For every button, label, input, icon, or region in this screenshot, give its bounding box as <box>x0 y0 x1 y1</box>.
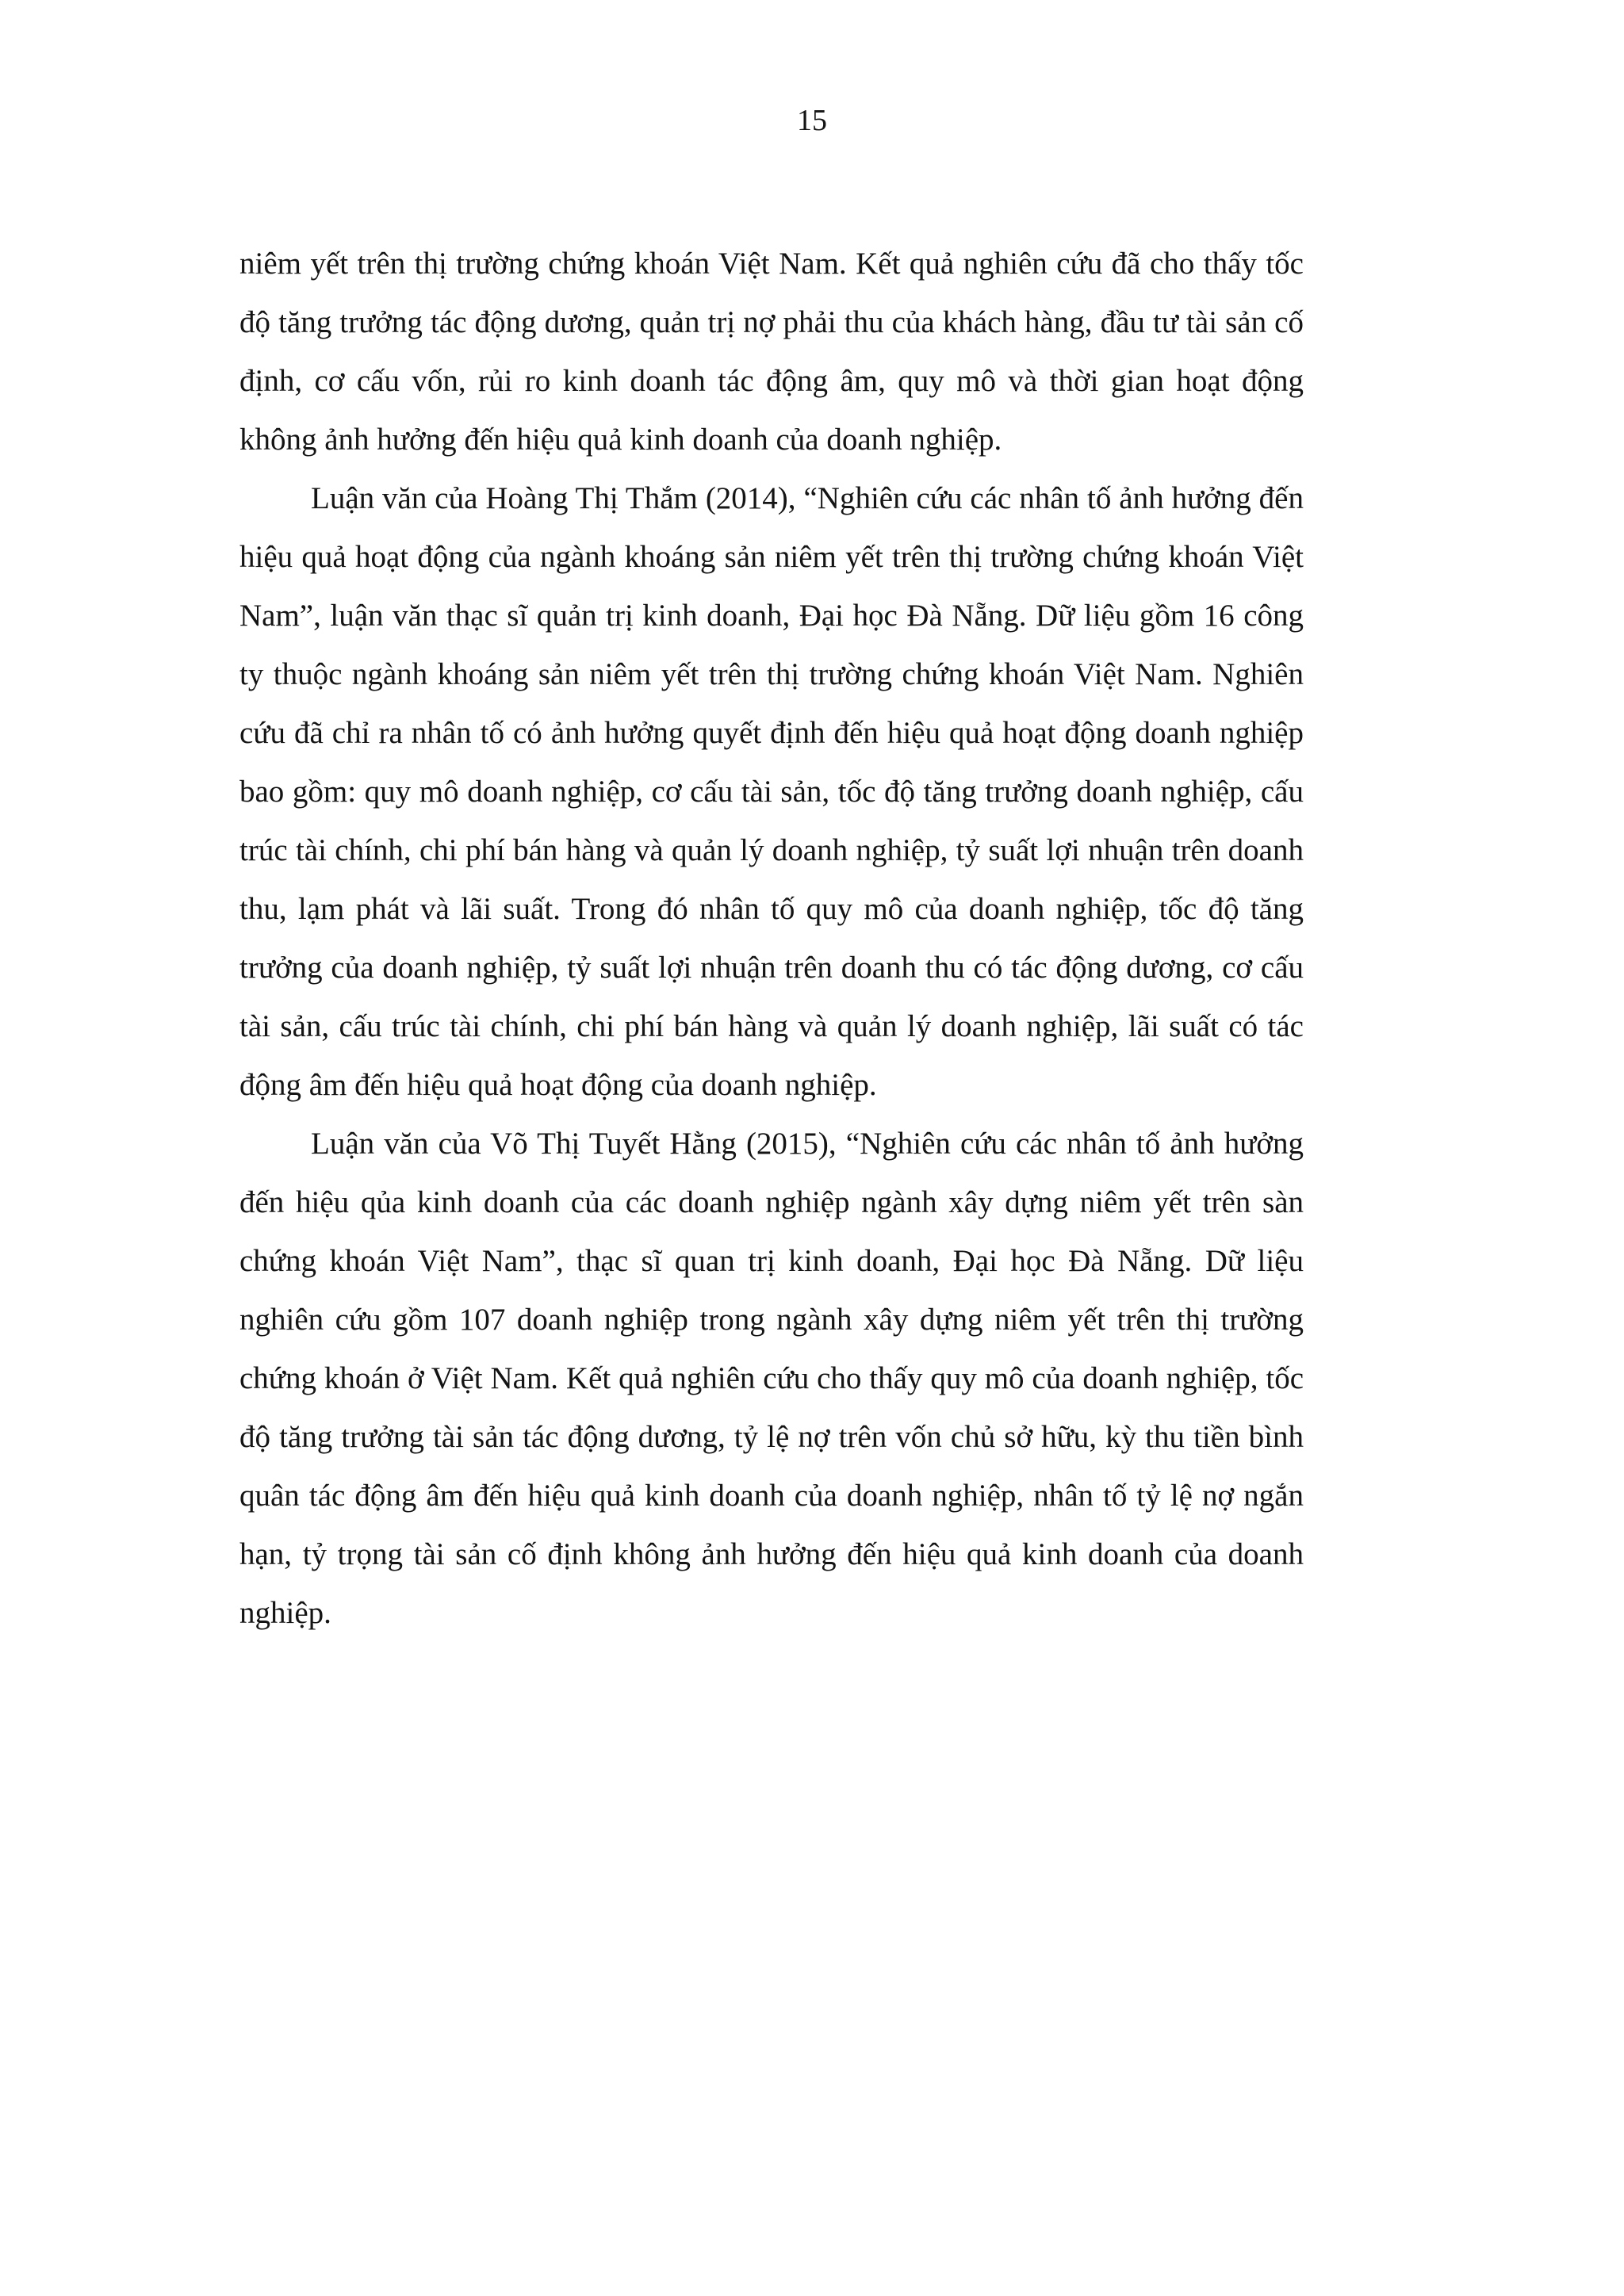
page-number: 15 <box>797 104 827 137</box>
paragraph-vo-thi-tuyet-hang: Luận văn của Võ Thị Tuyết Hằng (2015), “Nghiên cứu các nhân tố ảnh hưởng đến hiệu qủa kinh doanh của các doanh nghiệp ngành xây dựng niêm yết trên sàn chứng khoán Việt Nam”, thạc sĩ quan trị kinh doanh, Đại học Đà Nẵng. Dữ liệu nghiên cứu gồm 107 doanh nghiệp trong ngành xây dựng niêm yết trên thị trường chứng khoán ở Việt Nam. Kết quả nghiên cứu cho thấy quy mô của doanh nghiệp, tốc độ tăng trưởng tài sản tác động dương, tỷ lệ nợ trên vốn chủ sở hữu, kỳ thu tiền bình quân tác động âm đến hiệu quả kinh doanh của doanh nghiệp, nhân tố tỷ lệ nợ ngắn hạn, tỷ trọng tài sản cố định không ảnh hưởng đến hiệu quả kinh doanh của doanh nghiệp. <box>239 1127 1304 1630</box>
paragraph-continued: niêm yết trên thị trường chứng khoán Việt Nam. Kết quả nghiên cứu đã cho thấy tốc độ tăng trưởng tác động dương, quản trị nợ phải thu của khách hàng, đầu tư tài sản cố định, cơ cấu vốn, rủi ro kinh doanh tác động âm, quy mô và thời gian hoạt động không ảnh hưởng đến hiệu quả kinh doanh của doanh nghiệp. <box>239 247 1304 457</box>
document-body <box>239 235 1304 1643</box>
paragraph-hoang-thi-tham: Luận văn của Hoàng Thị Thắm (2014), “Nghiên cứu các nhân tố ảnh hưởng đến hiệu quả hoạt động của ngành khoáng sản niêm yết trên thị trường chứng khoán Việt Nam”, luận văn thạc sĩ quản trị kinh doanh, Đại học Đà Nẵng. Dữ liệu gồm 16 công ty thuộc ngành khoáng sản niêm yết trên thị trường chứng khoán Việt Nam. Nghiên cứu đã chỉ ra nhân tố có ảnh hưởng quyết định đến hiệu quả hoạt động doanh nghiệp bao gồm: quy mô doanh nghiệp, cơ cấu tài sản, tốc độ tăng trưởng doanh nghiệp, cấu trúc tài chính, chi phí bán hàng và quản lý doanh nghiệp, tỷ suất lợi nhuận trên doanh thu, lạm phát và lãi suất. Trong đó nhân tố quy mô của doanh nghiệp, tốc độ tăng trưởng của doanh nghiệp, tỷ suất lợi nhuận trên doanh thu có tác động dương, cơ cấu tài sản, cấu trúc tài chính, chi phí bán hàng và quản lý doanh nghiệp, lãi suất có tác động âm đến hiệu quả hoạt động của doanh nghiệp. <box>239 481 1304 1102</box>
